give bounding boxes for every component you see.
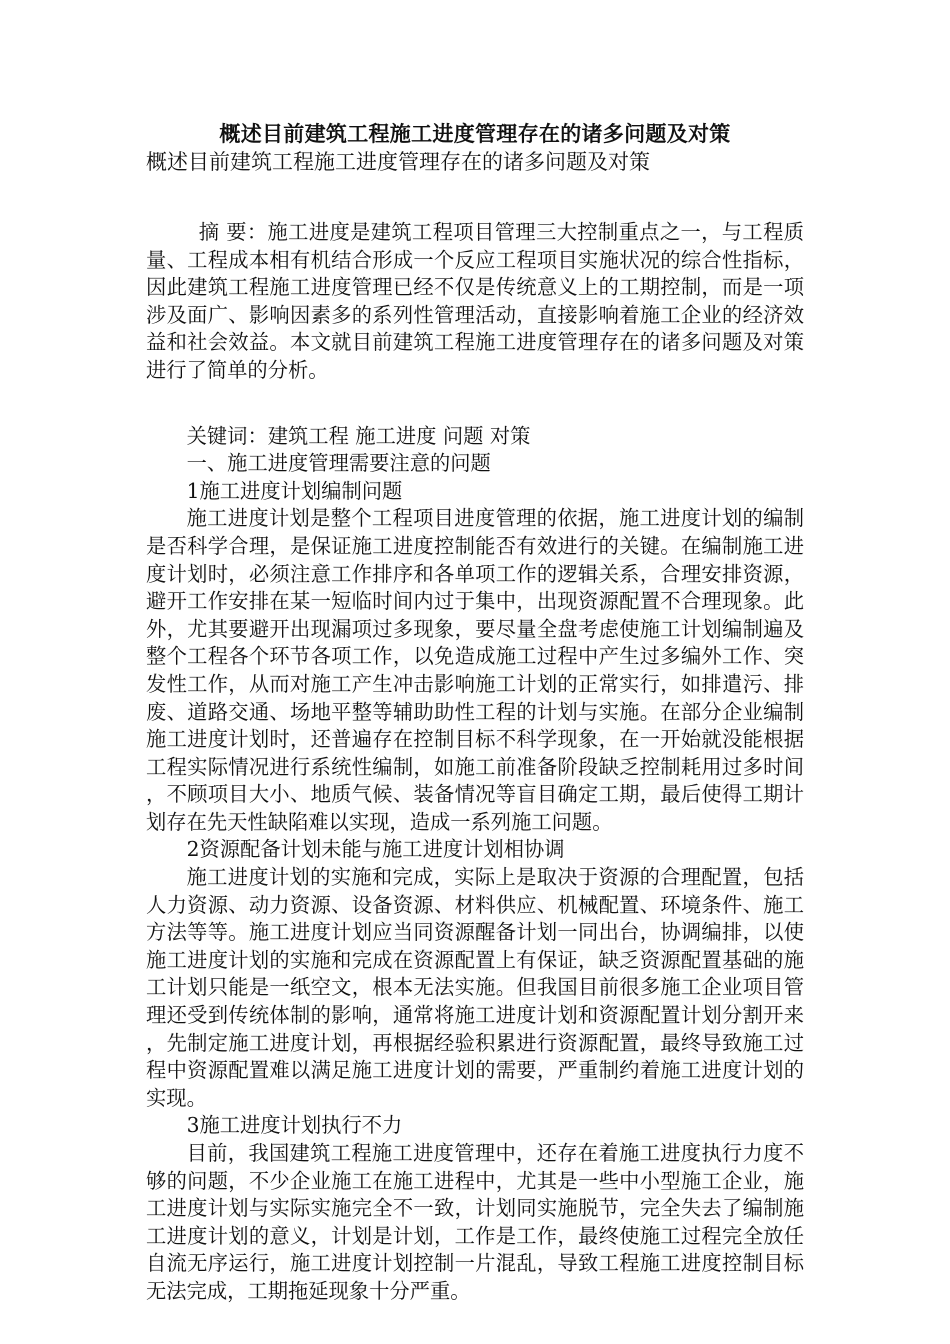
subsection-body-3: 目前，我国建筑工程施工进度管理中，还存在着施工进度执行力度不够的问题，不少企业施工在施工进程中，尤其是一些中小型施工企业，施工进度计划与实际实施完全不一致，计划同实施脱节，完全失去了编制施工进度计划的意义，计划是计划，工作是工作，最终使施工过程完全放任自流无序运行，施工进度计划控制一片混乱，导致工程施工进度控制目标无法完成，工期拖延现象十分严重。 [146, 1141, 804, 1303]
subsection-body-2: 施工进度计划的实施和完成，实际上是取决于资源的合理配置，包括人力资源、动力资源、设备资源、材料供应、机械配置、环境条件、施工方法等等。施工进度计划应当同资源醒备计划一同出台，协调编排，以使施工进度计划的实施和完成在资源配置上有保证，缺乏资源配置基础的施工计划只能是一纸空文，根本无法实施。但我国目前很多施工企业项目管理还受到传统体制的影响，通常将施工进度计划和资源配置计划分割开来，先制定施工进度计划，再根据经验积累进行资源配置，最终导致施工过程中资源配置难以满足施工进度计划的需要，严重制约着施工进度计划的实现。 [146, 865, 804, 1110]
subsection-heading-2: 2资源配备计划未能与施工进度计划相协调 [186, 837, 565, 862]
subsection-heading-3: 3施工进度计划执行不力 [186, 1113, 403, 1138]
subsection-heading-1: 1施工进度计划编制问题 [186, 478, 403, 503]
abstract-paragraph: 摘 要：施工进度是建筑工程项目管理三大控制重点之一，与工程质量、工程成本相有机结合形成一个反应工程项目实施状况的综合性指标，因此建筑工程施工进度管理已经不仅是传统意义上的工期控制，而是一项涉及面广、影响因素多的系列性管理活动，直接影响着施工企业的经济效益和社会效益。本文就目前建筑工程施工进度管理存在的诸多问题及对策进行了简单的分析。 [146, 220, 804, 382]
subsection-body-1: 施工进度计划是整个工程项目进度管理的依据，施工进度计划的编制是否科学合理，是保证施工进度控制能否有效进行的关键。在编制施工进度计划时，必须注意工作排序和各单项工作的逻辑关系，合理安排资源，避开工作安排在某一短临时间内过于集中，出现资源配置不合理现象。此外，尤其要避开出现漏项过多现象，要尽量全盘考虑使施工计划编制遍及整个工程各个环节各项工作，以免造成施工过程中产生过多编外工作、突发性工作，从而对施工产生冲击影响施工计划的正常实行，如排遣污、排废、道路交通、场地平整等辅助助性工程的计划与实施。在部分企业编制施工进度计划时，还普遍存在控制目标不科学现象，在一开始就没能根据工程实际情况进行系统性编制，如施工前准备阶段缺乏控制耗用过多时间，不顾项目大小、地质气候、装备情况等盲目确定工期，最后使得工期计划存在先天性缺陷难以实现，造成一系列施工问题。 [146, 506, 804, 834]
section-heading-1: 一、施工进度管理需要注意的问题 [186, 451, 491, 476]
document-title: 概述目前建筑工程施工进度管理存在的诸多问题及对策 [219, 121, 731, 146]
document-page [146, 120, 804, 1306]
keywords-line: 关键词：建筑工程 施工进度 问题 对策 [186, 423, 531, 448]
spacer [146, 385, 804, 423]
document-subtitle: 概述目前建筑工程施工进度管理存在的诸多问题及对策 [146, 150, 650, 174]
spacer [146, 176, 804, 219]
